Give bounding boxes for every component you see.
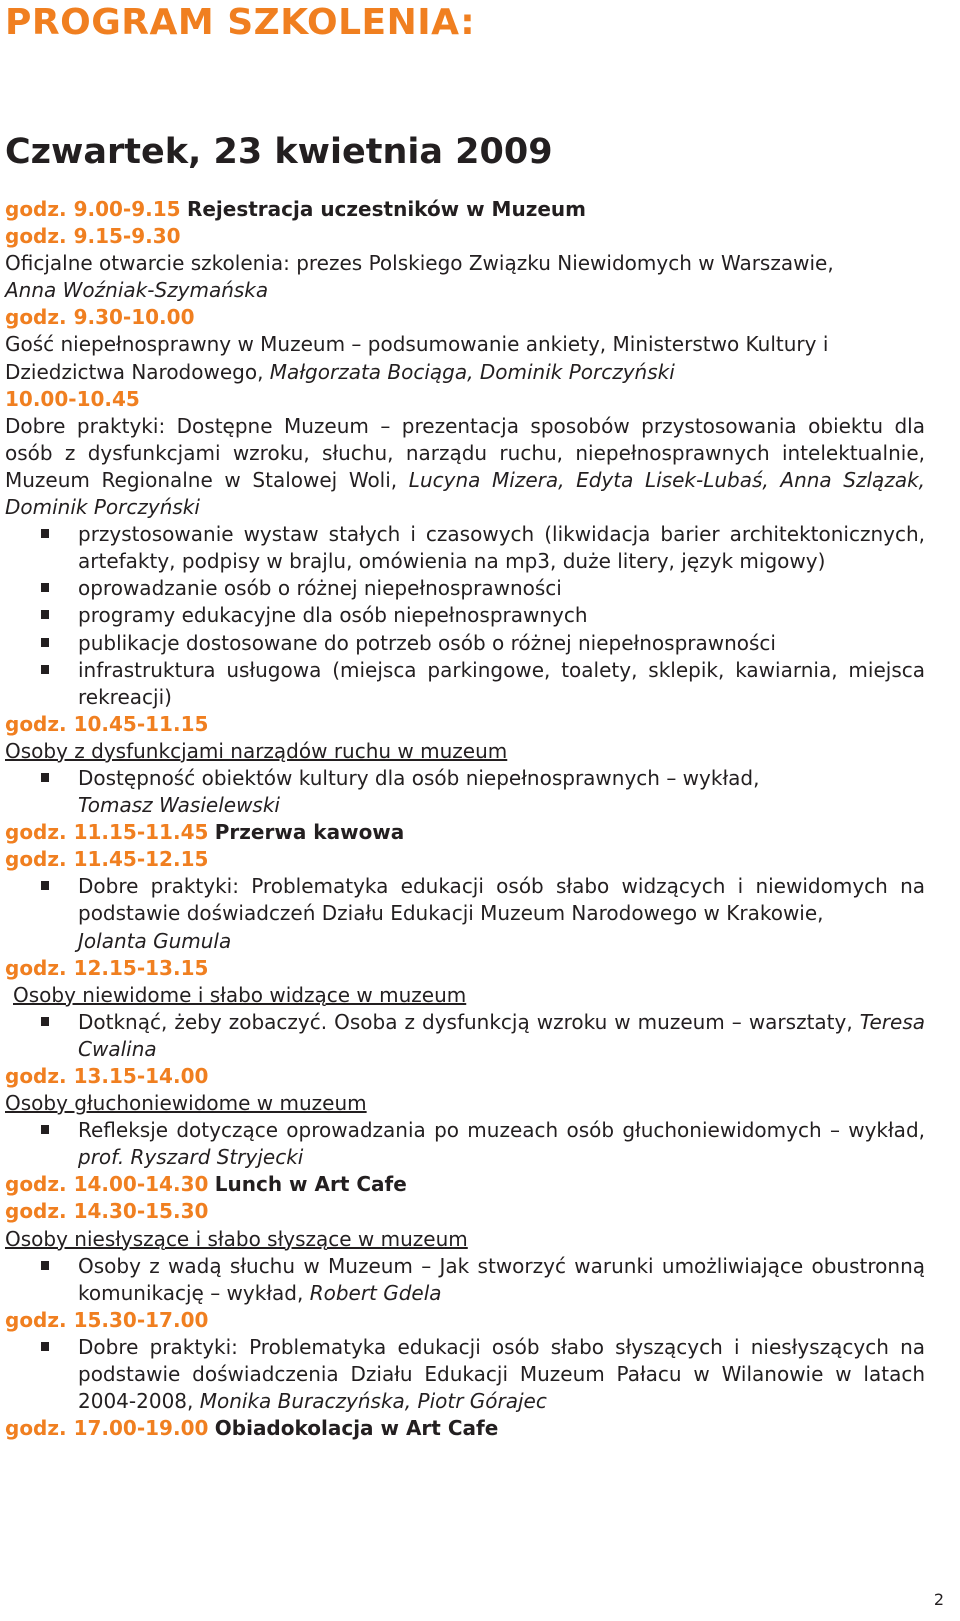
- list-item-text: Dobre praktyki: Problematyka edukacji osób słabo słyszących i niesłyszących na podstawie doświadczenia Działu Edukacji Muzeum Pałacu w Wilanowie w latach 2004-2008,: [78, 1334, 925, 1414]
- list-item-text: programy edukacyjne dla osób niepełnosprawnych: [78, 603, 588, 628]
- session-time: godz. 17.00-19.00: [5, 1416, 209, 1441]
- session-time: godz. 11.15-11.45: [5, 820, 209, 845]
- session-time: 10.00-10.45: [5, 386, 140, 411]
- session-topics-list: [5, 1117, 925, 1171]
- list-item-text: Refleksje dotyczące oprowadzania po muzeach osób głuchoniewidomych – wykład,: [78, 1118, 925, 1143]
- session-topics-list: [5, 1009, 925, 1063]
- list-item-text: Dostępność obiektów kultury dla osób niepełnosprawnych – wykład,: [78, 765, 760, 790]
- session-time: godz. 15.30-17.00: [5, 1307, 209, 1332]
- session-speaker: Małgorzata Bociąga, Dominik Porczyński: [269, 359, 675, 384]
- list-item: [5, 873, 925, 954]
- bullet-icon: [41, 665, 49, 674]
- list-item: [5, 1009, 925, 1063]
- session-description: Gość niepełnosprawny w Muzeum – podsumowanie ankiety, Ministerstwo Kultury i Dziedzictwa Narodowego,: [5, 332, 829, 384]
- list-item-text: Dotknąć, żeby zobaczyć. Osoba z dysfunkcją wzroku w muzeum – warsztaty,: [78, 1009, 853, 1034]
- list-item: [5, 765, 925, 819]
- list-item: [5, 1253, 925, 1307]
- session-speaker: Jolanta Gumula: [78, 928, 232, 953]
- list-item-text: Osoby z wadą słuchu w Muzeum – Jak stworzyć warunki umożliwiające obustronną komunikację – wykład,: [78, 1253, 925, 1305]
- bullet-icon: [41, 881, 49, 890]
- bullet-icon: [41, 1017, 49, 1026]
- list-item: [5, 1117, 925, 1171]
- list-item: [5, 657, 925, 711]
- session-topics-list: [5, 1334, 925, 1415]
- session-survey: [5, 331, 925, 385]
- session-registration: [5, 196, 925, 223]
- section-heading: Osoby niewidome i słabo widzące w muzeum: [13, 982, 467, 1007]
- bullet-icon: [41, 610, 49, 619]
- session-time: godz. 14.00-14.30: [5, 1172, 209, 1197]
- list-item: [5, 575, 925, 602]
- session-dinner: [5, 1415, 925, 1442]
- session-speaker: prof. Ryszard Stryjecki: [78, 1145, 304, 1170]
- session-speaker: Lucyna Mizera, Edyta Lisek-Lubaś, Anna Szlązak, Dominik Porczyński: [5, 467, 926, 520]
- bullet-icon: [41, 1342, 49, 1351]
- session-speaker: Monika Buraczyńska, Piotr Górajec: [199, 1389, 547, 1414]
- bullet-icon: [41, 583, 49, 592]
- session-time: godz. 9.15-9.30: [5, 224, 181, 249]
- session-time: godz. 11.45-12.15: [5, 847, 209, 872]
- bullet-icon: [41, 638, 49, 647]
- list-item-text: Dobre praktyki: Problematyka edukacji osób słabo widzących i niewidomych na podstawie doświadczeń Działu Edukacji Muzeum Narodowego w Krakowie,: [78, 874, 925, 926]
- session-description: Dobre praktyki: Dostępne Muzeum – prezentacja sposobów przystosowania obiektu dla osób z dysfunkcjami wzroku, słuchu, narządu ruchu, niepełnosprawnych intelektualnie, Muzeum Regionalne w Stalowej Woli,: [5, 413, 925, 492]
- session-lunch: [5, 1171, 925, 1198]
- page-number: 2: [933, 1590, 944, 1609]
- document-title: PROGRAM SZKOLENIA:: [5, 2, 476, 43]
- session-topics-list: [5, 521, 925, 711]
- list-item-text: przystosowanie wystaw stałych i czasowych (likwidacja barier architektonicznych, artefakty, podpisy w brajlu, omówienia na mp3, duże litery, język migowy): [78, 522, 925, 574]
- list-item-text: infrastruktura usługowa (miejsca parkingowe, toalety, sklepik, kawiarnia, miejsca rekreacji): [78, 657, 925, 709]
- session-good-practices: [5, 413, 925, 521]
- session-topics-list: [5, 873, 925, 954]
- session-time: godz. 13.15-14.00: [5, 1064, 209, 1088]
- session-speaker: Tomasz Wasielewski: [78, 793, 280, 818]
- list-item: [5, 1334, 925, 1415]
- section-heading: Osoby głuchoniewidome w muzeum: [5, 1091, 367, 1116]
- session-title: Obiadokolacja w Art Cafe: [214, 1416, 499, 1441]
- session-title: Lunch w Art Cafe: [214, 1172, 407, 1197]
- section-heading: Osoby z dysfunkcjami narządów ruchu w muzeum: [5, 738, 508, 763]
- session-opening: [5, 250, 925, 304]
- list-item: [5, 521, 925, 575]
- session-title: Rejestracja uczestników w Muzeum: [186, 197, 586, 221]
- session-time: godz. 14.30-15.30: [5, 1199, 209, 1224]
- session-time: godz. 9.30-10.00: [5, 305, 195, 330]
- day-heading: Czwartek, 23 kwietnia 2009: [5, 132, 553, 172]
- program-schedule: [5, 196, 925, 1442]
- session-topics-list: [5, 1253, 925, 1307]
- bullet-icon: [41, 1125, 49, 1134]
- bullet-icon: [41, 529, 49, 538]
- list-item: [5, 630, 925, 657]
- session-topics-list: [5, 765, 925, 819]
- list-item-text: oprowadzanie osób o różnej niepełnosprawności: [78, 576, 562, 601]
- session-coffee-break: [5, 819, 925, 846]
- session-time: godz. 12.15-13.15: [5, 955, 209, 980]
- session-title: Przerwa kawowa: [214, 820, 405, 845]
- bullet-icon: [41, 1261, 49, 1270]
- session-description: Oficjalne otwarcie szkolenia: prezes Polskiego Związku Niewidomych w Warszawie,: [5, 251, 834, 276]
- session-time: godz. 9.00-9.15: [5, 197, 181, 221]
- session-speaker: Teresa Cwalina: [78, 1009, 926, 1061]
- bullet-icon: [41, 773, 49, 782]
- section-heading: Osoby niesłyszące i słabo słyszące w muzeum: [5, 1226, 468, 1251]
- session-speaker: Anna Woźniak-Szymańska: [5, 278, 269, 303]
- session-time: godz. 10.45-11.15: [5, 711, 209, 736]
- session-speaker: Robert Gdela: [309, 1280, 442, 1305]
- list-item-text: publikacje dostosowane do potrzeb osób o różnej niepełnosprawności: [78, 630, 776, 655]
- list-item: [5, 602, 925, 629]
